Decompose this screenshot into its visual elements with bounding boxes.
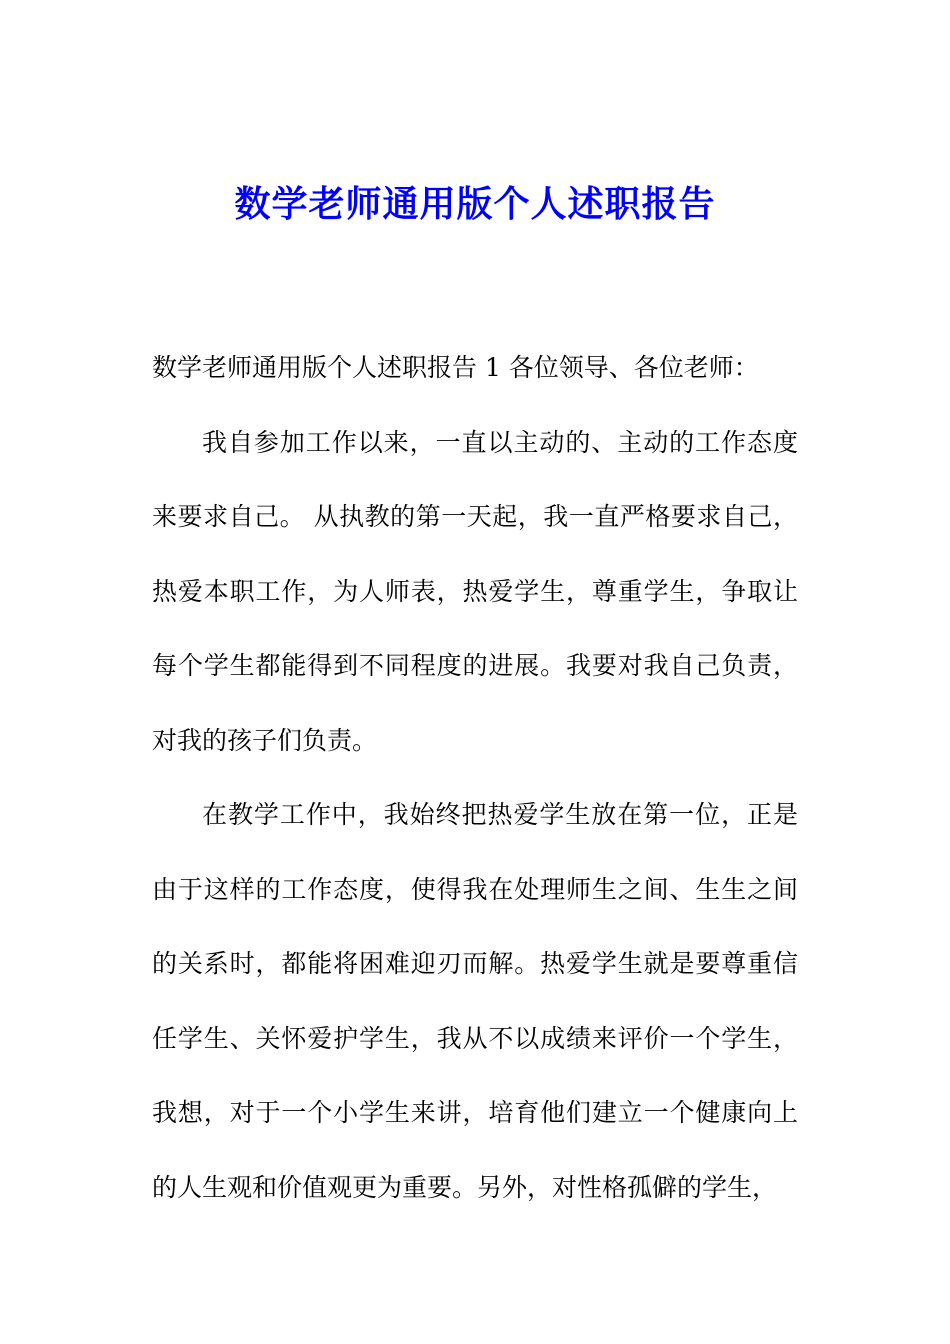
body-paragraph-1: 我自参加工作以来，一直以主动的、主动的工作态度来要求自己。 从执教的第一天起，我一直严格要求自己，热爱本职工作，为人师表，热爱学生，尊重学生，争取让每个学生都能得到不同程度的进展。我要对我自己负责，对我的孩子们负责。 (152, 427, 798, 755)
document-body (152, 331, 798, 1225)
salutation-paragraph: 数学老师通用版个人述职报告 1 各位领导、各位老师： (152, 353, 759, 382)
document-title: 数学老师通用版个人述职报告 (234, 183, 716, 225)
body-paragraph-2: 在教学工作中，我始终把热爱学生放在第一位，正是由于这样的工作态度，使得我在处理师生之间、生生之间的关系时，都能将困难迎刃而解。热爱学生就是要尊重信任学生、关怀爱护学生，我从不以成绩来评价一个学生，我想，对于一个小学生来讲，培育他们建立一个健康向上的人生观和价值观更为重要。另外，对性格孤僻的学生， (152, 800, 798, 1202)
